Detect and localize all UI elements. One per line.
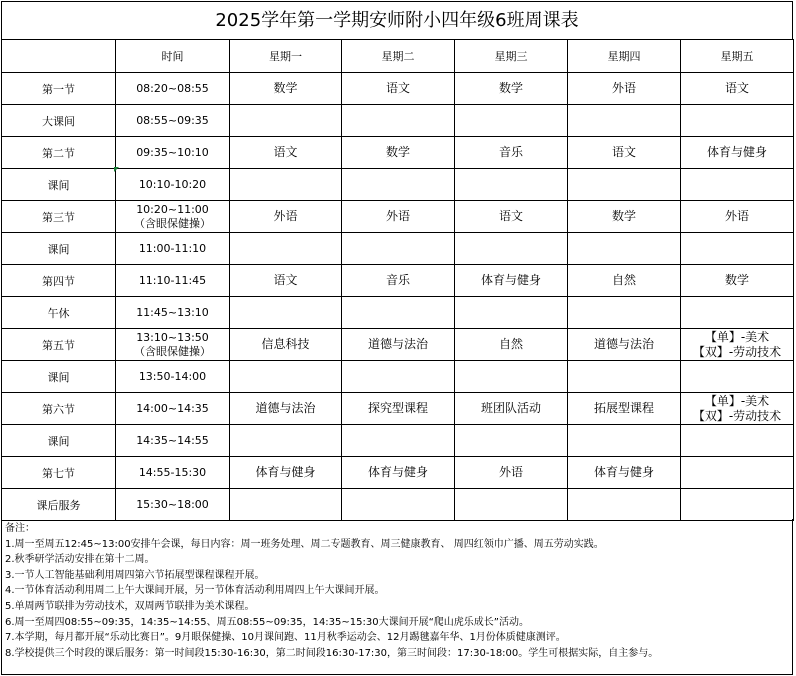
subject-cell[interactable]: 数学 — [681, 265, 794, 297]
time-range: 11:45~13:10 — [136, 305, 209, 319]
subject-cell[interactable] — [342, 169, 455, 201]
subject-line: 【单】-美术 — [704, 329, 770, 344]
time-cell[interactable] — [116, 393, 230, 425]
subject-cell[interactable]: 语文 — [230, 137, 342, 169]
time-range: 10:20~11:00 — [136, 202, 209, 216]
time-range: 11:10-11:45 — [138, 273, 207, 287]
subject-cell[interactable]: 自然 — [455, 329, 568, 361]
schedule-table — [1, 39, 794, 521]
page-title: 2025学年第一学期安师附小四年级6班周课表 — [1, 1, 793, 39]
subject-line: 【双】-劳动技术 — [692, 408, 782, 423]
note-line: 5.单周两节联排为劳动技术，双周两节联排为美术课程。 — [5, 600, 255, 612]
header-cell-friday[interactable]: 星期五 — [681, 40, 794, 73]
period-cell[interactable]: 课后服务 — [2, 489, 116, 521]
subject-cell[interactable] — [342, 297, 455, 329]
period-cell[interactable]: 第四节 — [2, 265, 116, 297]
subject-cell[interactable] — [230, 169, 342, 201]
note-line: 2.秋季研学活动安排在第十二周。 — [5, 554, 155, 566]
header-cell-thursday[interactable]: 星期四 — [568, 40, 681, 73]
note-line: 8.学校提供三个时段的课后服务：第一时间段15:30-16:30，第二时间段16:30-17:30，第三时间段：17:30-18:00。学生可根据实际，自主参与。 — [5, 647, 659, 659]
subject-line: 【单】-美术 — [704, 393, 770, 408]
time-note: （含眼保健操） — [134, 216, 211, 230]
subject-cell[interactable] — [681, 361, 794, 393]
subject-cell[interactable]: 班团队活动 — [455, 393, 568, 425]
cell-note-marker — [114, 167, 119, 172]
table-row — [2, 393, 794, 425]
subject-cell[interactable] — [342, 105, 455, 137]
time-cell[interactable] — [116, 361, 230, 393]
subject-cell[interactable] — [455, 105, 568, 137]
time-cell[interactable] — [116, 137, 230, 169]
time-cell[interactable] — [116, 201, 230, 233]
table-row — [2, 169, 794, 201]
time-range: 08:20~08:55 — [136, 81, 209, 95]
subject-cell[interactable]: 数学 — [230, 73, 342, 105]
subject-cell[interactable]: 语文 — [455, 201, 568, 233]
subject-cell[interactable] — [342, 233, 455, 265]
period-cell[interactable]: 第七节 — [2, 457, 116, 489]
subject-cell[interactable] — [342, 489, 455, 521]
subject-cell[interactable]: 体育与健身 — [455, 265, 568, 297]
subject-cell[interactable]: 外语 — [230, 201, 342, 233]
subject-cell[interactable]: 体育与健身 — [230, 457, 342, 489]
subject-cell[interactable] — [230, 105, 342, 137]
subject-cell[interactable] — [681, 425, 794, 457]
subject-cell[interactable]: 语文 — [681, 73, 794, 105]
time-cell[interactable] — [116, 105, 230, 137]
note-line: 6.周一至周四08:55~09:35，14:35~14:55、周五08:55~09:35，14:35~15:30大课间开展“爬山虎乐成长”活动。 — [5, 616, 529, 628]
header-cell-blank[interactable] — [2, 40, 116, 73]
period-cell[interactable]: 第六节 — [2, 393, 116, 425]
subject-cell[interactable]: 外语 — [681, 201, 794, 233]
subject-cell[interactable] — [681, 169, 794, 201]
table-row — [2, 297, 794, 329]
subject-cell[interactable] — [455, 489, 568, 521]
period-cell[interactable]: 第五节 — [2, 329, 116, 361]
subject-cell[interactable] — [455, 361, 568, 393]
subject-cell[interactable] — [681, 489, 794, 521]
table-row — [2, 233, 794, 265]
subject-cell[interactable] — [230, 233, 342, 265]
subject-cell[interactable]: 语文 — [342, 73, 455, 105]
time-range: 09:35~10:10 — [136, 145, 209, 159]
time-range: 11:00-11:10 — [138, 241, 207, 255]
time-cell[interactable] — [116, 169, 230, 201]
table-row — [2, 425, 794, 457]
period-cell[interactable]: 午休 — [2, 297, 116, 329]
subject-cell[interactable] — [455, 233, 568, 265]
time-cell[interactable] — [116, 489, 230, 521]
subject-cell[interactable]: 拓展型课程 — [568, 393, 681, 425]
subject-cell[interactable] — [568, 361, 681, 393]
subject-cell[interactable] — [681, 393, 794, 425]
time-cell[interactable] — [116, 329, 230, 361]
subject-cell[interactable] — [230, 489, 342, 521]
period-cell[interactable]: 第一节 — [2, 73, 116, 105]
period-cell[interactable]: 第三节 — [2, 201, 116, 233]
period-cell[interactable]: 课间 — [2, 169, 116, 201]
subject-cell[interactable]: 自然 — [568, 265, 681, 297]
subject-cell[interactable] — [230, 297, 342, 329]
subject-cell[interactable] — [681, 105, 794, 137]
table-row — [2, 201, 794, 233]
subject-cell[interactable] — [568, 489, 681, 521]
subject-cell[interactable] — [681, 329, 794, 361]
period-cell[interactable]: 课间 — [2, 425, 116, 457]
subject-cell[interactable]: 体育与健身 — [342, 457, 455, 489]
table-row — [2, 105, 794, 137]
subject-cell[interactable] — [568, 169, 681, 201]
subject-cell[interactable]: 数学 — [455, 73, 568, 105]
notes-section — [1, 519, 793, 675]
time-range: 14:35~14:55 — [136, 433, 209, 447]
time-range: 13:50-14:00 — [138, 369, 207, 383]
table-row — [2, 329, 794, 361]
header-cell-time[interactable]: 时间 — [116, 40, 230, 73]
subject-cell[interactable] — [455, 425, 568, 457]
time-cell[interactable] — [116, 73, 230, 105]
header-cell-tuesday[interactable]: 星期二 — [342, 40, 455, 73]
subject-cell[interactable]: 语文 — [568, 137, 681, 169]
subject-cell[interactable]: 外语 — [342, 201, 455, 233]
subject-cell[interactable]: 体育与健身 — [681, 137, 794, 169]
time-range: 14:55-15:30 — [138, 465, 207, 479]
note-line: 3.一节人工智能基础利用周四第六节拓展型课程课程开展。 — [5, 569, 265, 581]
subject-cell[interactable] — [230, 425, 342, 457]
subject-cell[interactable]: 数学 — [568, 201, 681, 233]
subject-cell[interactable]: 道德与法治 — [230, 393, 342, 425]
note-line: 4.一节体育活动利用周二上午大课间开展，另一节体育活动利用周四上午大课间开展。 — [5, 585, 385, 597]
time-range: 15:30~18:00 — [136, 497, 209, 511]
subject-line: 【双】-劳动技术 — [692, 344, 782, 359]
note-line: 1.周一至周五12:45~13:00安排午会课，每日内容：周一班务处理、周二专题教育、周三健康教育、 周四红领巾广播、周五劳动实践。 — [5, 538, 604, 550]
subject-cell[interactable] — [568, 105, 681, 137]
table-row — [2, 73, 794, 105]
table-row — [2, 361, 794, 393]
time-range: 08:55~09:35 — [136, 113, 209, 127]
time-range: 13:10~13:50 — [136, 330, 209, 344]
note-line: 7.本学期，每月都开展“乐动比赛日”。9月眼保健操、10月课间跑、11月秋季运动会、12月踢毽嘉年华、1月份体质健康测评。 — [5, 632, 566, 644]
header-cell-wednesday[interactable]: 星期三 — [455, 40, 568, 73]
subject-cell[interactable]: 语文 — [230, 265, 342, 297]
period-cell[interactable]: 第二节 — [2, 137, 116, 169]
subject-cell[interactable]: 道德与法治 — [342, 329, 455, 361]
time-cell[interactable] — [116, 265, 230, 297]
time-cell[interactable] — [116, 233, 230, 265]
time-range: 14:00~14:35 — [136, 401, 209, 415]
subject-cell[interactable] — [681, 297, 794, 329]
subject-cell[interactable] — [681, 457, 794, 489]
subject-cell[interactable] — [342, 361, 455, 393]
subject-cell[interactable]: 探究型课程 — [342, 393, 455, 425]
subject-cell[interactable]: 音乐 — [455, 137, 568, 169]
time-cell[interactable] — [116, 457, 230, 489]
subject-cell[interactable] — [342, 425, 455, 457]
table-row — [2, 137, 794, 169]
time-cell[interactable] — [116, 297, 230, 329]
subject-cell[interactable]: 音乐 — [342, 265, 455, 297]
table-row — [2, 489, 794, 521]
timetable-sheet — [1, 1, 793, 675]
subject-cell[interactable] — [568, 297, 681, 329]
period-cell[interactable]: 大课间 — [2, 105, 116, 137]
period-cell[interactable]: 课间 — [2, 361, 116, 393]
notes-heading: 备注： — [5, 523, 35, 534]
header-cell-monday[interactable]: 星期一 — [230, 40, 342, 73]
subject-cell[interactable]: 道德与法治 — [568, 329, 681, 361]
subject-cell[interactable] — [681, 233, 794, 265]
subject-cell[interactable]: 外语 — [455, 457, 568, 489]
subject-cell[interactable] — [568, 425, 681, 457]
subject-cell[interactable]: 数学 — [342, 137, 455, 169]
period-cell[interactable]: 课间 — [2, 233, 116, 265]
subject-cell[interactable] — [568, 233, 681, 265]
table-row — [2, 265, 794, 297]
table-row — [2, 457, 794, 489]
time-note: （含眼保健操） — [134, 344, 211, 358]
header-row — [2, 40, 794, 73]
time-cell[interactable] — [116, 425, 230, 457]
subject-cell[interactable]: 信息科技 — [230, 329, 342, 361]
subject-cell[interactable]: 外语 — [568, 73, 681, 105]
subject-cell[interactable] — [230, 361, 342, 393]
subject-cell[interactable] — [455, 297, 568, 329]
time-range: 10:10-10:20 — [138, 177, 207, 191]
subject-cell[interactable]: 体育与健身 — [568, 457, 681, 489]
subject-cell[interactable] — [455, 169, 568, 201]
